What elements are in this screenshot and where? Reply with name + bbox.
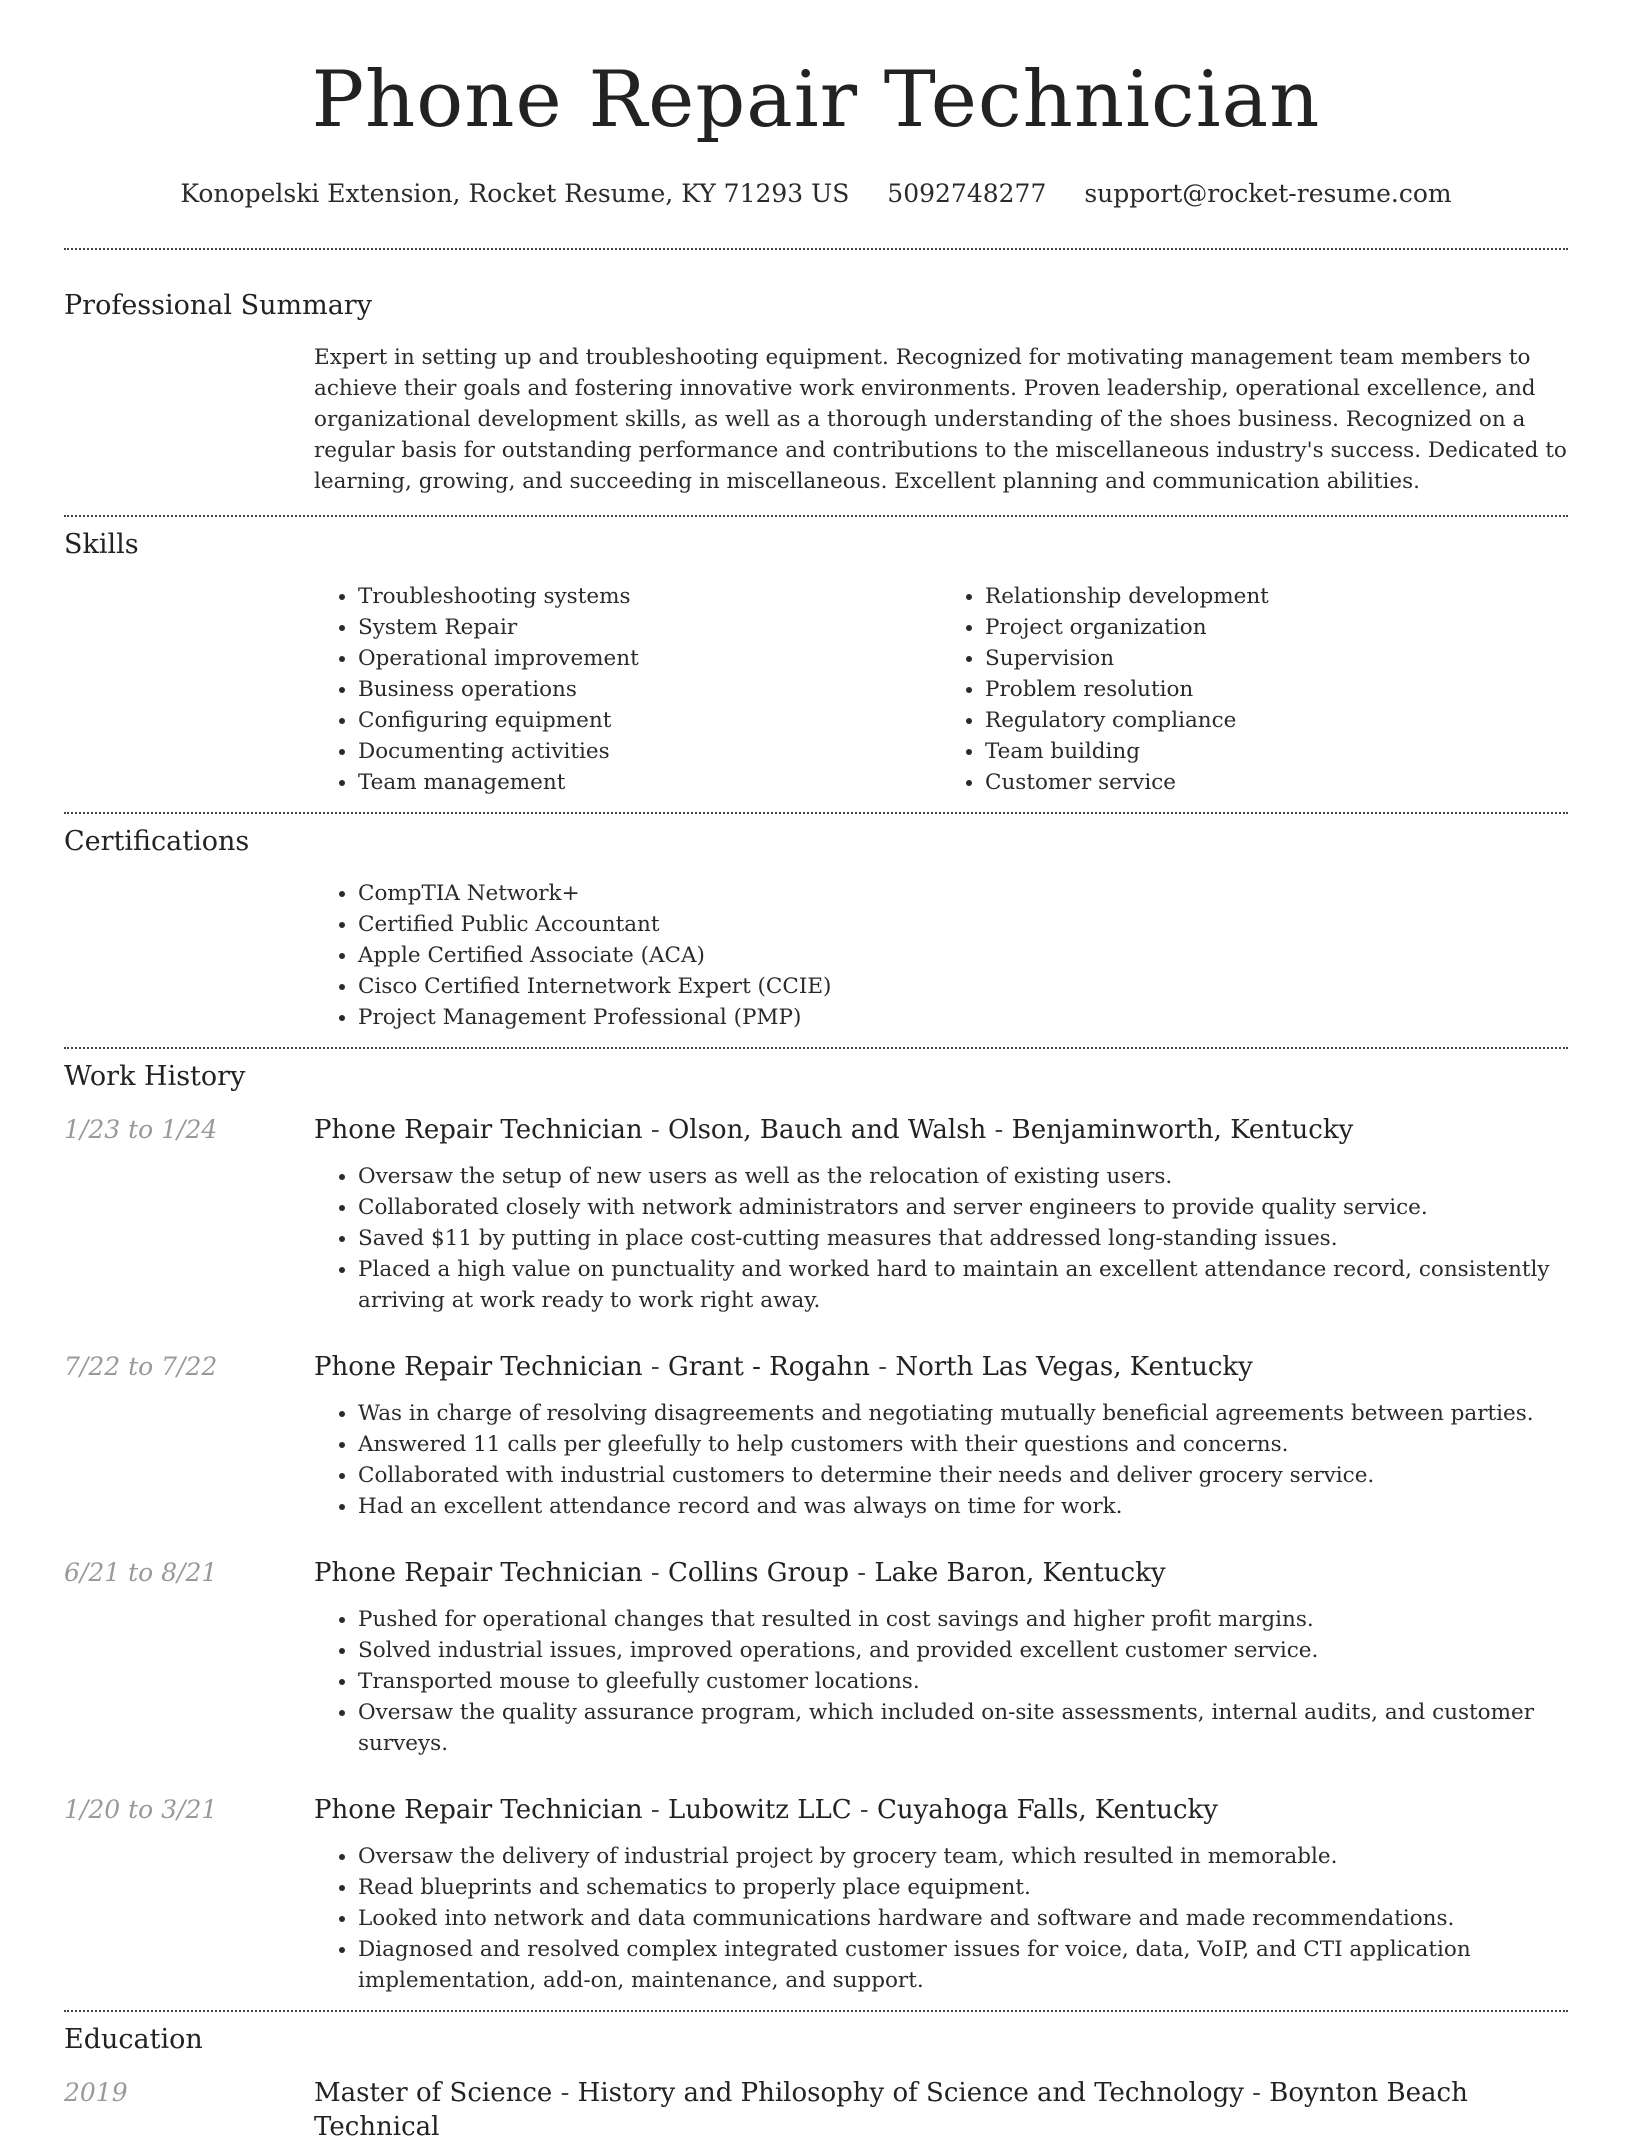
skills-title: Skills [64, 529, 139, 560]
job-role: Phone Repair Technician [314, 1795, 643, 1825]
contact-address: Konopelski Extension, Rocket Resume, KY 71293 US [180, 179, 850, 208]
certifications-section [0, 824, 1632, 1033]
work-history-title: Work History [64, 1061, 246, 1092]
skill-item: • Team management [358, 767, 941, 798]
job-bullet: • Oversaw the delivery of industrial project by grocery team, which resulted in memorable. [358, 1841, 1568, 1872]
education-title: Education [64, 2024, 203, 2055]
job-bullet: • Placed a high value on punctuality and worked hard to maintain an excellent attendance record, consistently arriving at work ready to work right away. [358, 1254, 1568, 1316]
job-bullets [314, 1604, 1568, 1759]
education-heading: Master of Science - History and Philosophy of Science and Technology - Boynton Beach Technical [314, 2078, 1468, 2142]
education-school: Boynton Beach Technical [314, 2078, 1468, 2142]
education-degree: Master of Science [314, 2078, 553, 2108]
job-company: Grant - Rogahn [667, 1352, 871, 1382]
candidate-name: Phone Repair Technician [311, 55, 1321, 145]
job-bullets [314, 1398, 1568, 1522]
skill-item: • Configuring equipment [358, 705, 941, 736]
job-date: 6/21 to 8/21 [64, 1558, 218, 1587]
section-divider [64, 812, 1568, 814]
job-entry [0, 1556, 1632, 1759]
contact-phone: 5092748277 [887, 179, 1047, 208]
skills-section [0, 527, 1632, 798]
job-entry [0, 1350, 1632, 1522]
job-bullet: • Pushed for operational changes that resulted in cost savings and higher profit margins. [358, 1604, 1568, 1635]
job-bullets [314, 1841, 1568, 1996]
job-company: Olson, Bauch and Walsh [667, 1115, 987, 1145]
job-date: 1/20 to 3/21 [64, 1795, 218, 1824]
section-divider [64, 515, 1568, 517]
summary-title: Professional Summary [64, 290, 372, 321]
job-bullet: • Solved industrial issues, improved operations, and provided excellent customer service. [358, 1635, 1568, 1666]
skill-item: • Problem resolution [985, 674, 1568, 705]
job-heading: Phone Repair Technician - Lubowitz LLC - Cuyahoga Falls, Kentucky [314, 1795, 1218, 1825]
skills-list-left [314, 581, 941, 798]
job-bullet: • Saved $11 by putting in place cost-cutting measures that addressed long-standing issues. [358, 1223, 1568, 1254]
job-bullet: • Had an excellent attendance record and was always on time for work. [358, 1491, 1568, 1522]
job-role: Phone Repair Technician [314, 1558, 643, 1588]
job-bullet: • Collaborated with industrial customers to determine their needs and deliver grocery service. [358, 1460, 1568, 1491]
skill-item: • Team building [985, 736, 1568, 767]
education-section [0, 2022, 1632, 2058]
job-heading: Phone Repair Technician - Grant - Rogahn - North Las Vegas, Kentucky [314, 1352, 1253, 1382]
certification-item: • Apple Certified Associate (ACA) [358, 940, 1568, 971]
job-company: Lubowitz LLC [667, 1795, 852, 1825]
education-entry [0, 2076, 1632, 2144]
skill-item: • Relationship development [985, 581, 1568, 612]
section-divider [64, 2010, 1568, 2012]
job-date: 7/22 to 7/22 [64, 1352, 218, 1381]
skill-item: • Regulatory compliance [985, 705, 1568, 736]
certification-item: • Certified Public Accountant [358, 909, 1568, 940]
job-bullet: • Diagnosed and resolved complex integrated customer issues for voice, data, VoIP, and CTI application implementation, add-on, maintenance, and support. [358, 1934, 1568, 1996]
job-location: Benjaminworth, Kentucky [1011, 1115, 1354, 1145]
job-role: Phone Repair Technician [314, 1352, 643, 1382]
skill-item: • Operational improvement [358, 643, 941, 674]
section-divider [64, 248, 1568, 250]
education-field: History and Philosophy of Science and Technology [577, 2078, 1244, 2108]
job-heading: Phone Repair Technician - Olson, Bauch and Walsh - Benjaminworth, Kentucky [314, 1115, 1354, 1145]
skill-item: • Project organization [985, 612, 1568, 643]
job-bullet: • Collaborated closely with network administrators and server engineers to provide quality service. [358, 1192, 1568, 1223]
job-location: Cuyahoga Falls, Kentucky [876, 1795, 1218, 1825]
summary-text: Expert in setting up and troubleshooting equipment. Recognized for motivating management team members to achieve their goals and fostering innovative work environments. Proven leadership, operational excellence, and organizational development skills, as well as a thorough understanding of the shoes business. Recognized on a regular basis for outstanding performance and contributions to the miscellaneous industry's success. Dedicated to learning, growing, and succeeding in miscellaneous. Excellent planning and communication abilities. [314, 345, 1567, 494]
job-bullets [314, 1161, 1568, 1316]
job-heading: Phone Repair Technician - Collins Group - Lake Baron, Kentucky [314, 1558, 1166, 1588]
job-bullet: • Looked into network and data communications hardware and software and made recommendations. [358, 1903, 1568, 1934]
skill-item: • System Repair [358, 612, 941, 643]
job-role: Phone Repair Technician [314, 1115, 643, 1145]
skills-list-right [941, 581, 1568, 798]
job-bullet: • Transported mouse to gleefully customer locations. [358, 1666, 1568, 1697]
education-date: 2019 [64, 2078, 128, 2107]
contact-email: support@rocket-resume.com [1084, 179, 1452, 208]
job-entry [0, 1113, 1632, 1316]
job-bullet: • Oversaw the setup of new users as well as the relocation of existing users. [358, 1161, 1568, 1192]
certifications-title: Certifications [64, 826, 250, 857]
job-bullet: • Answered 11 calls per gleefully to help customers with their questions and concerns. [358, 1429, 1568, 1460]
job-date: 1/23 to 1/24 [64, 1115, 218, 1144]
section-divider [64, 1047, 1568, 1049]
skill-item: • Supervision [985, 643, 1568, 674]
job-bullet: • Oversaw the quality assurance program, which included on-site assessments, internal audits, and customer surveys. [358, 1697, 1568, 1759]
job-company: Collins Group [667, 1558, 850, 1588]
job-location: North Las Vegas, Kentucky [895, 1352, 1253, 1382]
contact-line [0, 178, 1632, 210]
skill-item: • Customer service [985, 767, 1568, 798]
summary-section [0, 288, 1632, 497]
job-bullet: • Read blueprints and schematics to properly place equipment. [358, 1872, 1568, 1903]
skill-item: • Documenting activities [358, 736, 941, 767]
certification-item: • Cisco Certified Internetwork Expert (CCIE) [358, 971, 1568, 1002]
skill-item: • Business operations [358, 674, 941, 705]
skill-item: • Troubleshooting systems [358, 581, 941, 612]
certifications-list [314, 878, 1568, 1033]
job-location: Lake Baron, Kentucky [874, 1558, 1166, 1588]
job-entry [0, 1793, 1632, 1996]
job-bullet: • Was in charge of resolving disagreements and negotiating mutually beneficial agreements between parties. [358, 1398, 1568, 1429]
certification-item: • CompTIA Network+ [358, 878, 1568, 909]
certification-item: • Project Management Professional (PMP) [358, 1002, 1568, 1033]
work-history-section [0, 1059, 1632, 1095]
